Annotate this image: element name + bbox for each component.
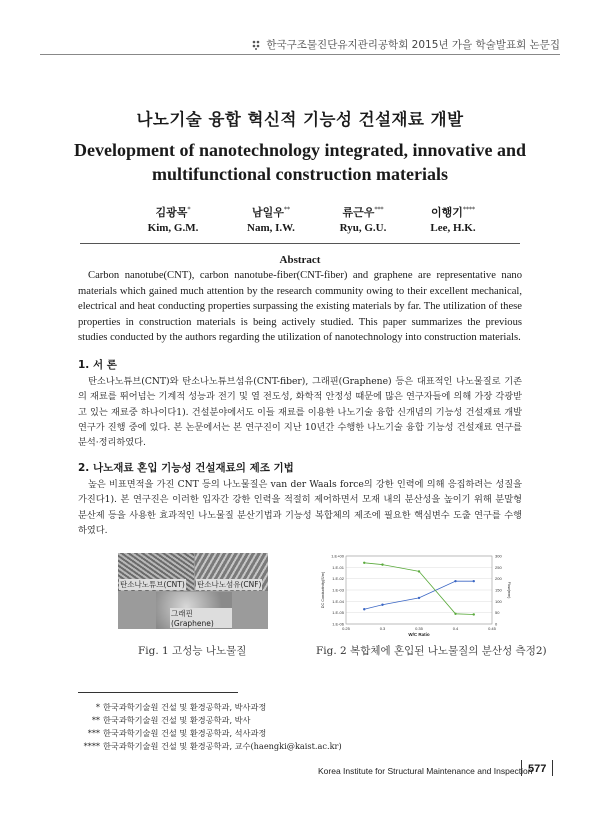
- author-name-en: Lee, H.K.: [430, 222, 476, 234]
- page-number: 577: [528, 763, 547, 775]
- chart-axes: [321, 554, 511, 638]
- y2-tick-label: 0: [495, 621, 498, 627]
- x-tick-label: 0.4: [452, 626, 459, 631]
- y2-axis-label: Flow(mm): [507, 581, 511, 599]
- footer-organization: Korea Institute for Structural Maintenance and Inspection: [318, 766, 533, 776]
- section1-body: 탄소나노튜브(CNT)와 탄소나노튜브섬유(CNT-fiber), 그래핀(Graphene) 등은 대표적인 나노물질로 기존의 재료를 뛰어넘는 기계적 성능과 전기 및 열 전도성, 화학적 안정성 때문에 많은 연구자들에 의해 가장 각광받고 있는 재료중 하나이다1). 건설분야에서도 이들 재료를 이용한 나노기술 융합 신개념의 기능성 건설재료 개발 연구가 진행 중에 있다. 본 논문에서는 본 연구진이 지난 10년간 수행한 나노기술 융합 기능성 건설재료 연구를 분석·정리하였다.: [78, 376, 522, 449]
- y2-tick-label: 250: [495, 564, 502, 570]
- y-tick-label: 1.E-04: [332, 598, 344, 604]
- cnt-micrograph: [118, 553, 194, 591]
- author-name-ko: 류근우: [342, 206, 375, 219]
- author-3: [318, 204, 408, 234]
- footnote-3: [78, 726, 266, 740]
- footnote-text: 한국과학기술원 건설 및 환경공학과, 박사: [103, 715, 251, 725]
- graphene-label: 그래핀(Graphene): [170, 608, 232, 628]
- footnote-mark: **: [91, 715, 100, 725]
- author-name-en: Kim, G.M.: [147, 222, 199, 234]
- data-point: [473, 613, 475, 615]
- footer-divider: [552, 760, 553, 776]
- footnote-1: [78, 700, 266, 714]
- dispersion-chart: [316, 548, 512, 638]
- data-point: [418, 597, 420, 599]
- chart-marks: [363, 562, 475, 616]
- author-mark: *: [187, 206, 191, 214]
- journal-name: 한국구조물진단유지관리공학회 2015년 가을 학술발표회 논문집: [266, 39, 560, 51]
- header-rule: [40, 54, 560, 55]
- graphene-micrograph: [156, 592, 232, 629]
- data-point: [363, 562, 365, 564]
- author-name-en: Ryu, G.U.: [339, 222, 387, 234]
- x-tick-label: 0.3: [379, 626, 386, 631]
- author-name-en: Nam, I.W.: [247, 222, 295, 234]
- y-axis-label: DC Conductivity(S/m): [321, 571, 325, 609]
- figure1-caption: Fig. 1 고성능 나노물질: [138, 645, 247, 657]
- section2-body: 높은 비표면적을 가진 CNT 등의 나노물질은 van der Waals force의 강한 인력에 의해 응집하려는 성질을 가진다1). 본 연구진은 이러한 입자간 강한 인력을 적절히 제어하면서 모재 내의 분산성을 높이기 위해 분말형 분산제 등을 사용한 효과적인 나노물질 분산기법과 기능성 복합체의 제조에 필요한 핵심변수 도출 연구를 수행하였다.: [78, 479, 522, 536]
- footnote-mark: ****: [83, 741, 100, 751]
- y-tick-label: 1.E-05: [332, 610, 344, 616]
- footnote-4: [78, 739, 342, 753]
- author-name-ko: 이행기: [431, 206, 463, 219]
- y2-tick-label: 150: [495, 587, 502, 593]
- footnote-text: 한국과학기술원 건설 및 환경공학과, 석사과정: [103, 728, 267, 738]
- author-rule: [80, 243, 520, 244]
- abstract-heading: Abstract: [279, 254, 321, 266]
- section1-heading: 1. 서 론: [78, 359, 117, 371]
- author-name-ko: 김광목: [155, 206, 188, 219]
- data-point: [381, 563, 383, 565]
- y2-tick-label: 50: [495, 610, 500, 616]
- series-line-1: [364, 581, 474, 609]
- x-tick-label: 0.25: [342, 626, 350, 631]
- abstract-body: Carbon nanotube(CNT), carbon nanotube-fiber(CNT-fiber) and graphene are representative nano materials which gained much attention by the research community owing to their excellent mechanical, electrical and heat conducting properties surpassing the existing materials by far. The utilization of these properties in construction materials is being actively studied. This paper summarizes the previous studies conducted by the authors regarding the utilization of nanotechnology into construction materials.: [78, 270, 522, 344]
- x-tick-label: 0.45: [488, 626, 496, 631]
- x-tick-label: 0.35: [415, 626, 423, 631]
- y2-tick-label: 200: [495, 576, 502, 582]
- title-english: Development of nanotechnology integrated, innovative and multifunctional construction materials: [74, 140, 526, 184]
- cnf-micrograph: [195, 553, 268, 591]
- footnote-text: 한국과학기술원 건설 및 환경공학과, 교수(haengki@kaist.ac.kr): [103, 741, 342, 751]
- y-tick-label: 1.E-01: [332, 564, 344, 570]
- running-header: [252, 37, 560, 52]
- data-point: [454, 613, 456, 615]
- y-tick-label: 1.E-03: [332, 587, 344, 593]
- y-tick-label: 1.E+00: [331, 553, 344, 559]
- y-tick-label: 1.E-06: [332, 621, 344, 627]
- footnote-mark: *: [95, 702, 100, 712]
- y-tick-label: 1.E-02: [332, 576, 344, 582]
- figure2-caption: Fig. 2 복합체에 혼입된 나노물질의 분산성 측정2): [316, 645, 547, 657]
- cnf-label: 탄소나노섬유(CNF): [197, 580, 262, 589]
- y2-tick-label: 300: [495, 553, 502, 559]
- data-point: [381, 604, 383, 606]
- footnote-text: 한국과학기술원 건설 및 환경공학과, 박사과정: [103, 702, 267, 712]
- dots-icon: [252, 40, 262, 50]
- nanomaterial-micrographs: [118, 553, 268, 629]
- section2-heading: 2. 나노재료 혼입 기능성 건설재료의 제조 기법: [78, 462, 294, 474]
- x-axis-label: W/C Ratio: [408, 632, 430, 637]
- author-name-ko: 남일우: [252, 206, 284, 219]
- data-point: [473, 580, 475, 582]
- footnote-2: [78, 713, 250, 727]
- author-1: [128, 204, 218, 234]
- data-point: [418, 570, 420, 572]
- footer-divider: [521, 760, 522, 776]
- footnote-rule: [78, 692, 238, 693]
- data-point: [363, 608, 365, 610]
- author-4: [408, 204, 498, 234]
- author-mark: ***: [374, 206, 384, 214]
- footnote-mark: ***: [87, 728, 100, 738]
- title-korean: 나노기술 융합 혁신적 기능성 건설재료 개발: [136, 110, 464, 129]
- author-2: [226, 204, 316, 234]
- cnt-label: 탄소나노튜브(CNT): [120, 580, 185, 589]
- y2-tick-label: 100: [495, 598, 502, 604]
- data-point: [454, 580, 456, 582]
- author-mark: ****: [462, 206, 475, 214]
- chart-grid: [346, 556, 492, 624]
- author-mark: **: [283, 206, 290, 214]
